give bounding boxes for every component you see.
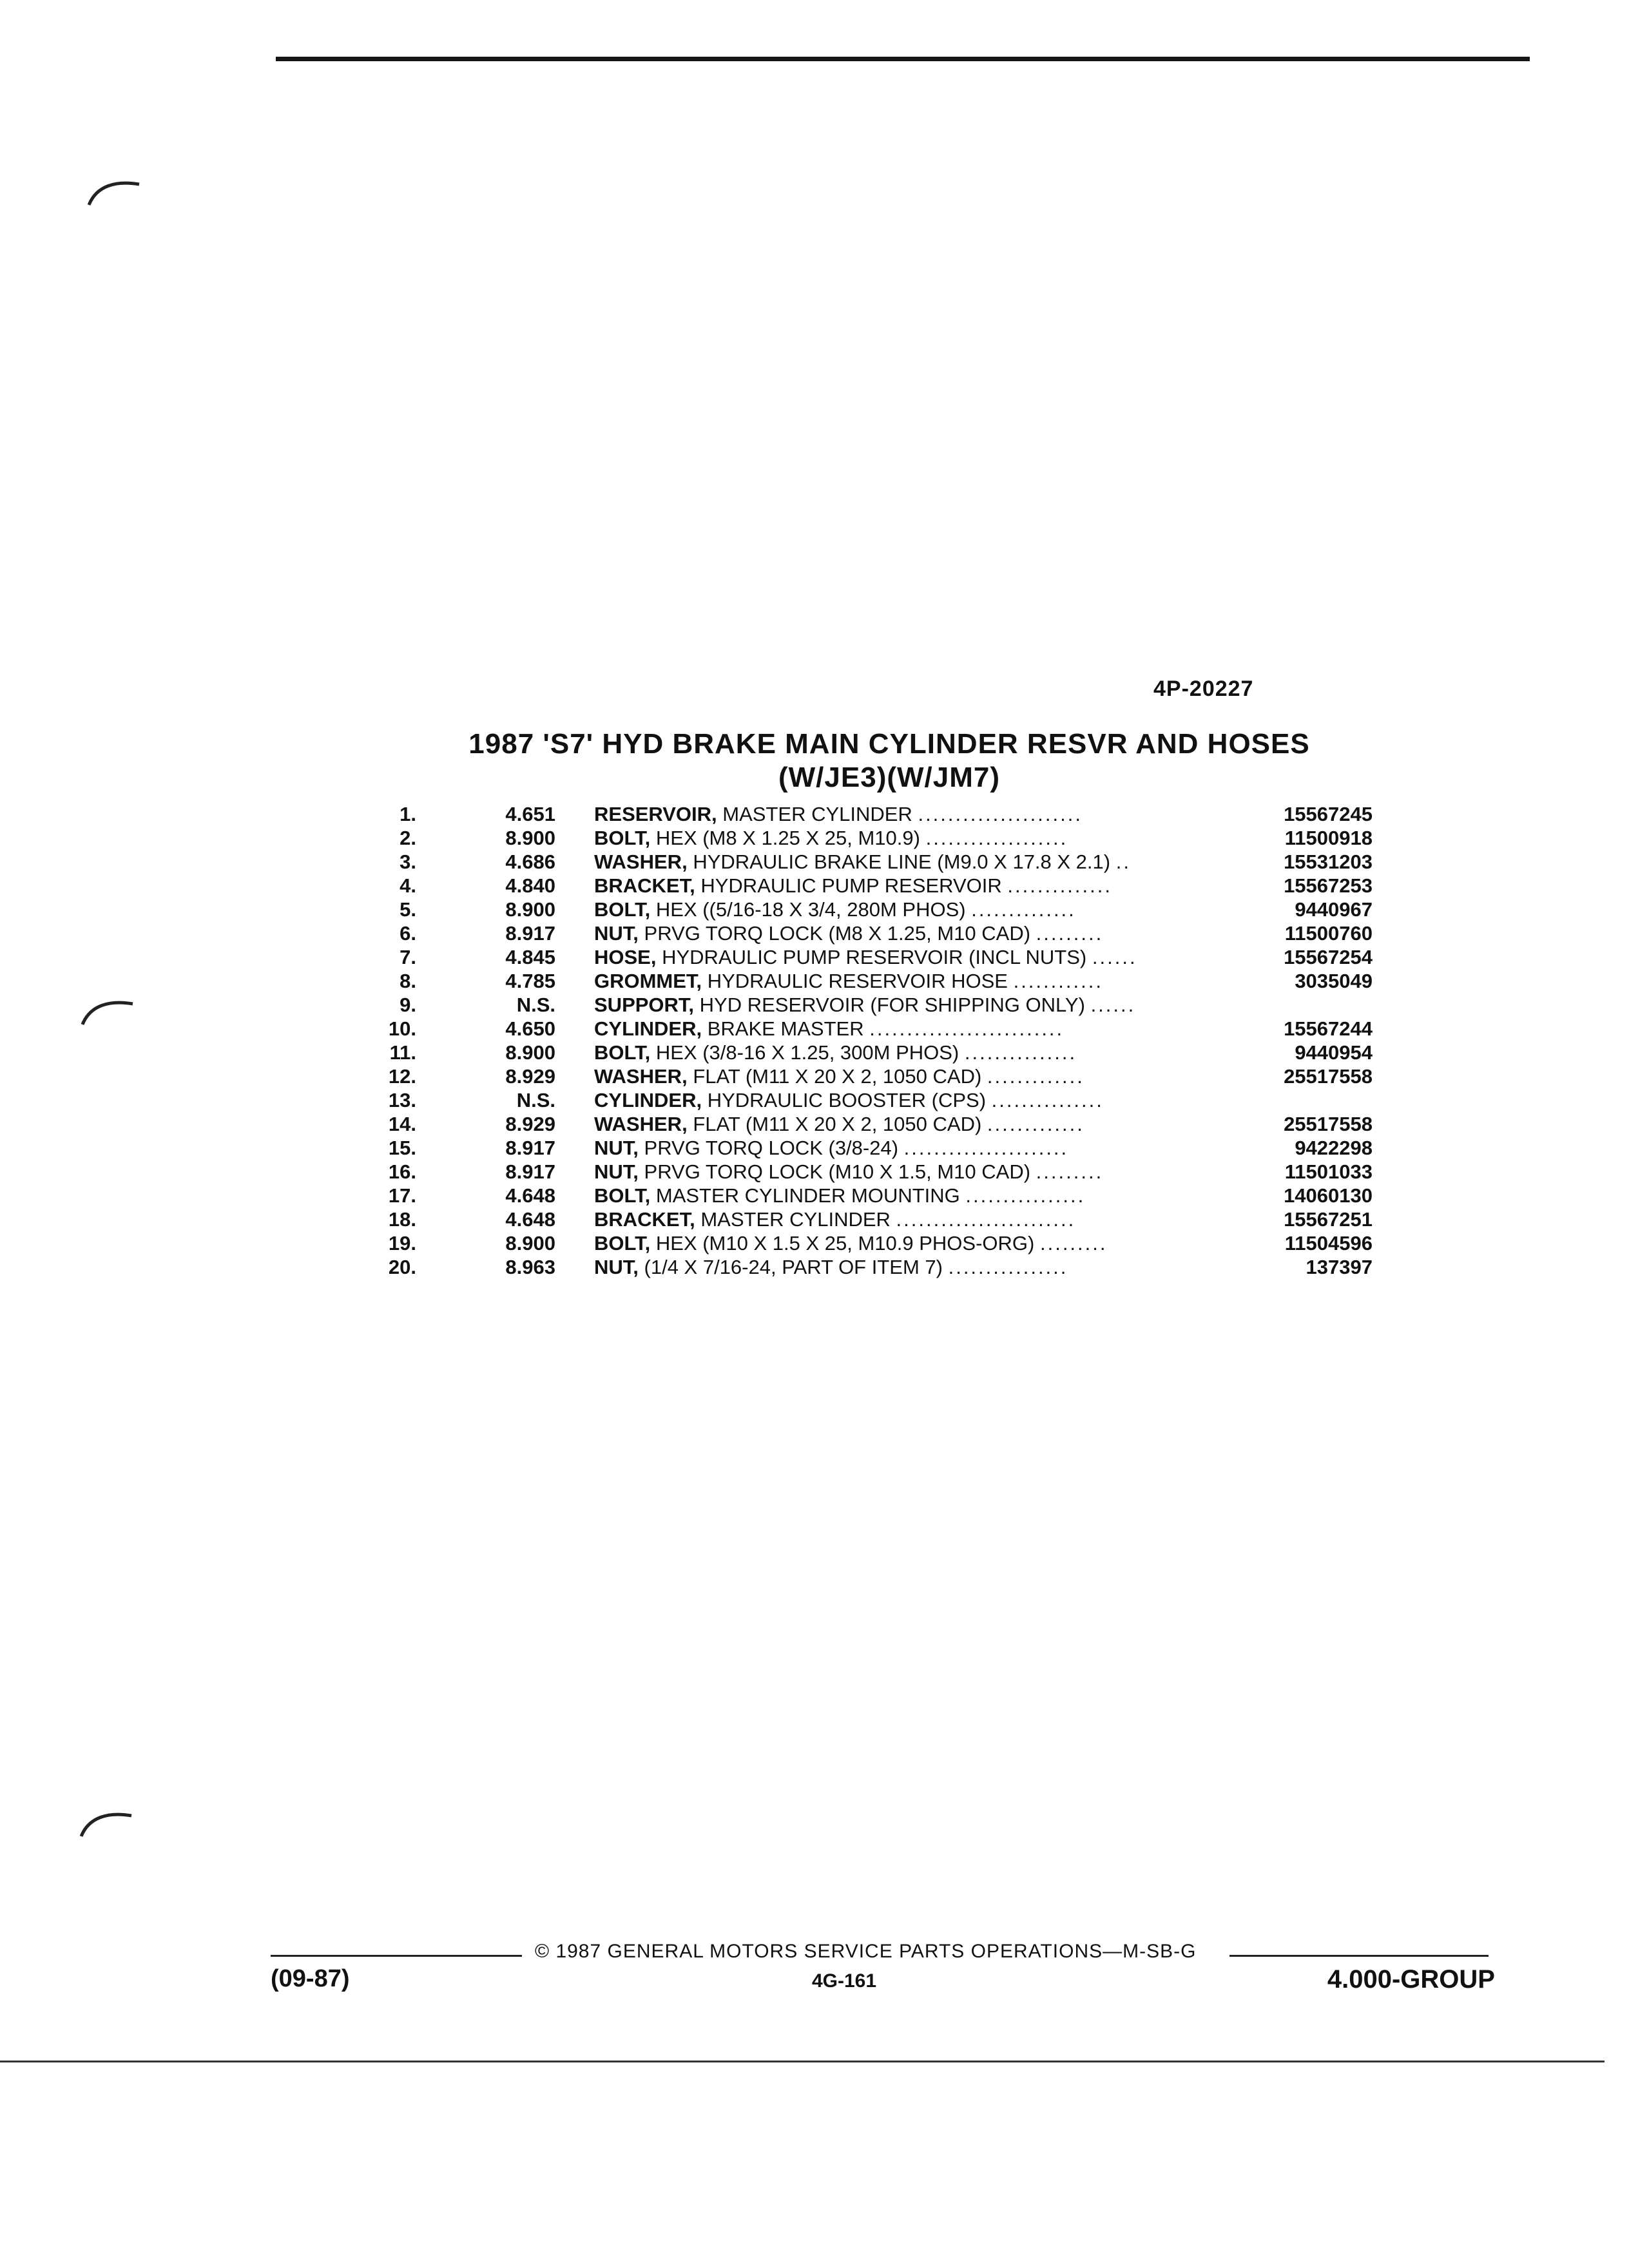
table-row [361,1112,1373,1136]
part-detail: FLAT (M11 X 20 X 2, 1050 CAD) [693,1065,982,1088]
part-detail: HEX (M10 X 1.5 X 25, M10.9 PHOS-ORG) [655,1232,1035,1254]
part-noun: HOSE, [594,946,657,968]
part-description [594,969,1239,993]
table-row [361,921,1373,945]
part-detail: HEX (3/8-16 X 1.25, 300M PHOS) [655,1041,959,1064]
revision-date: (09-87) [271,1965,350,1992]
item-number: 3. [400,850,416,873]
table-row [361,850,1373,874]
group-number: 8.900 [505,1232,555,1254]
part-description [594,874,1239,898]
part-number: 15567254 [1284,946,1373,968]
part-number: 11500918 [1284,827,1373,849]
group-number: 8.900 [505,1041,555,1064]
part-detail: FLAT (M11 X 20 X 2, 1050 CAD) [693,1113,982,1135]
part-noun: RESERVOIR, [594,803,717,825]
dot-leader: ................ [948,1256,1068,1278]
dot-leader: ................... [925,827,1068,849]
group-number: 4.000-GROUP [1327,1965,1495,1994]
spacer [555,850,594,874]
table-row [361,826,1373,850]
spacer [555,1017,594,1041]
group-number: N.S. [516,994,555,1016]
spacer [555,1088,594,1112]
table-row [361,1017,1373,1041]
item-number: 2. [400,827,416,849]
parts-table-body [361,802,1373,1279]
part-detail: HYDRAULIC PUMP RESERVOIR (INCL NUTS) [662,946,1087,968]
spacer [555,1064,594,1088]
footer-rule [271,1955,522,1957]
group-number: 8.900 [505,827,555,849]
part-detail: PRVG TORQ LOCK (M10 X 1.5, M10 CAD) [644,1160,1031,1183]
part-noun: BOLT, [594,898,651,921]
part-number: 9422298 [1295,1137,1373,1159]
part-description [594,1017,1239,1041]
table-row [361,1231,1373,1255]
dot-leader: ............ [1013,970,1103,992]
part-description [594,1064,1239,1088]
part-description [594,1184,1239,1207]
group-number: 4.648 [505,1208,555,1231]
part-detail: MASTER CYLINDER MOUNTING [655,1184,960,1207]
item-number: 18. [388,1208,416,1231]
part-number: 9440967 [1295,898,1373,921]
part-noun: WASHER, [594,1065,688,1088]
dot-leader: .. [1115,850,1131,873]
group-number: N.S. [516,1089,555,1111]
page-title: 1987 'S7' HYD BRAKE MAIN CYLINDER RESVR AND HOSES [468,728,1310,760]
spacer [555,874,594,898]
group-number: 4.651 [505,803,555,825]
part-number: 25517558 [1284,1113,1373,1135]
top-rule [276,57,1530,61]
document-id: 4P-20227 [1153,677,1254,701]
item-number: 12. [388,1065,416,1088]
item-number: 11. [389,1041,416,1064]
group-number: 8.929 [505,1065,555,1088]
dot-leader: ................ [965,1184,1086,1207]
table-row [361,1064,1373,1088]
part-description [594,1207,1239,1231]
item-number: 20. [388,1256,416,1278]
part-description [594,826,1239,850]
item-number: 4. [400,874,416,897]
table-row [361,802,1373,826]
part-description [594,850,1239,874]
part-noun: NUT, [594,1137,639,1159]
spacer [555,1112,594,1136]
dot-leader: ............. [987,1065,1084,1088]
dot-leader: ......... [1036,1160,1104,1183]
dot-leader: ............. [987,1113,1084,1135]
part-number: 137397 [1306,1256,1373,1278]
page-subtitle: (W/JE3)(W/JM7) [778,762,1000,793]
part-detail: HYDRAULIC BRAKE LINE (M9.0 X 17.8 X 2.1) [693,850,1111,873]
group-number: 8.917 [505,1137,555,1159]
part-number: 14060130 [1284,1184,1373,1207]
part-noun: WASHER, [594,1113,688,1135]
part-number: 3035049 [1295,970,1373,992]
group-number: 4.845 [505,946,555,968]
spacer [555,945,594,969]
dot-leader: .......................... [869,1017,1065,1040]
part-noun: GROMMET, [594,970,702,992]
binder-hole-mark [84,173,142,211]
part-noun: BRACKET, [594,1208,695,1231]
part-noun: SUPPORT, [594,994,695,1016]
group-number: 8.900 [505,898,555,921]
part-number: 15567253 [1284,874,1373,897]
part-number: 15567244 [1284,1017,1373,1040]
part-noun: NUT, [594,1256,639,1278]
part-number: 11500760 [1284,922,1373,945]
table-row [361,1184,1373,1207]
item-number: 17. [388,1184,416,1207]
part-number: 25517558 [1284,1065,1373,1088]
binder-hole-mark [76,1804,134,1843]
spacer [555,898,594,921]
part-detail: (1/4 X 7/16-24, PART OF ITEM 7) [644,1256,943,1278]
spacer [555,1160,594,1184]
item-number: 16. [388,1160,416,1183]
table-row [361,1088,1373,1112]
page-number: 4G-161 [811,1970,877,1992]
table-row [361,1136,1373,1160]
part-description [594,1041,1239,1064]
group-number: 4.686 [505,850,555,873]
group-number: 8.929 [505,1113,555,1135]
part-number [1239,993,1373,1017]
spacer [555,969,594,993]
part-number: 15531203 [1284,850,1373,873]
table-row [361,898,1373,921]
group-number: 8.963 [505,1256,555,1278]
part-description [594,1160,1239,1184]
group-number: 4.785 [505,970,555,992]
dot-leader: .............. [971,898,1076,921]
item-number: 6. [400,922,416,945]
part-number: 15567251 [1284,1208,1373,1231]
item-number: 8. [400,970,416,992]
part-noun: CYLINDER, [594,1017,702,1040]
part-description [594,802,1239,826]
dot-leader: .............. [1007,874,1112,897]
binder-hole-mark [77,992,135,1031]
parts-table [361,802,1373,1279]
part-number: 11504596 [1284,1232,1373,1254]
dot-leader: ...................... [903,1137,1069,1159]
part-detail: HYD RESERVOIR (FOR SHIPPING ONLY) [699,994,1085,1016]
dot-leader: ......... [1039,1232,1108,1254]
dot-leader: ...... [1092,946,1137,968]
item-number: 14. [388,1113,416,1135]
bottom-rule [0,2061,1605,2062]
dot-leader: ...................... [918,803,1083,825]
copyright-notice: © 1987 GENERAL MOTORS SERVICE PARTS OPERATIONS—M-SB-G [535,1941,1197,1962]
item-number: 15. [388,1137,416,1159]
spacer [555,802,594,826]
part-description [594,1255,1239,1279]
part-noun: BRACKET, [594,874,695,897]
table-row [361,1041,1373,1064]
part-description [594,1088,1239,1112]
part-detail: PRVG TORQ LOCK (3/8-24) [644,1137,899,1159]
part-noun: NUT, [594,922,639,945]
item-number: 9. [400,994,416,1016]
item-number: 10. [388,1017,416,1040]
dot-leader: ............... [964,1041,1077,1064]
part-number: 11501033 [1284,1160,1373,1183]
item-number: 5. [400,898,416,921]
item-number: 1. [400,803,416,825]
group-number: 4.648 [505,1184,555,1207]
spacer [555,826,594,850]
part-description [594,898,1239,921]
table-row [361,969,1373,993]
spacer [555,1136,594,1160]
table-row [361,993,1373,1017]
dot-leader: ........................ [896,1208,1076,1231]
group-number: 4.650 [505,1017,555,1040]
part-detail: MASTER CYLINDER [700,1208,891,1231]
part-detail: PRVG TORQ LOCK (M8 X 1.25, M10 CAD) [644,922,1031,945]
part-detail: BRAKE MASTER [707,1017,864,1040]
table-row [361,1160,1373,1184]
part-noun: BOLT, [594,1184,651,1207]
part-detail: HYDRAULIC BOOSTER (CPS) [707,1089,987,1111]
spacer [555,1207,594,1231]
part-noun: WASHER, [594,850,688,873]
part-noun: CYLINDER, [594,1089,702,1111]
part-number: 15567245 [1284,803,1373,825]
group-number: 8.917 [505,1160,555,1183]
table-row [361,874,1373,898]
part-detail: HEX ((5/16-18 X 3/4, 280M PHOS) [655,898,966,921]
part-description [594,993,1239,1017]
part-noun: BOLT, [594,1041,651,1064]
part-description [594,1112,1239,1136]
title-block [361,728,1418,794]
part-description [594,945,1239,969]
spacer [555,1255,594,1279]
spacer [555,1041,594,1064]
group-number: 4.840 [505,874,555,897]
part-detail: HEX (M8 X 1.25 X 25, M10.9) [655,827,920,849]
table-row [361,945,1373,969]
part-detail: MASTER CYLINDER [722,803,912,825]
dot-leader: ......... [1036,922,1104,945]
item-number: 19. [388,1232,416,1254]
dot-leader: ...... [1090,994,1136,1016]
spacer [555,993,594,1017]
part-description [594,1231,1239,1255]
part-noun: NUT, [594,1160,639,1183]
part-number: 9440954 [1295,1041,1373,1064]
spacer [555,1231,594,1255]
table-row [361,1255,1373,1279]
part-detail: HYDRAULIC PUMP RESERVOIR [700,874,1002,897]
dot-leader: ............... [991,1089,1104,1111]
spacer [555,921,594,945]
part-noun: BOLT, [594,1232,651,1254]
item-number: 13. [388,1089,416,1111]
table-row [361,1207,1373,1231]
part-noun: BOLT, [594,827,651,849]
item-number: 7. [400,946,416,968]
part-number [1239,1088,1373,1112]
group-number: 8.917 [505,922,555,945]
part-detail: HYDRAULIC RESERVOIR HOSE [707,970,1008,992]
spacer [555,1184,594,1207]
part-description [594,921,1239,945]
footer-rule [1229,1955,1489,1957]
part-description [594,1136,1239,1160]
